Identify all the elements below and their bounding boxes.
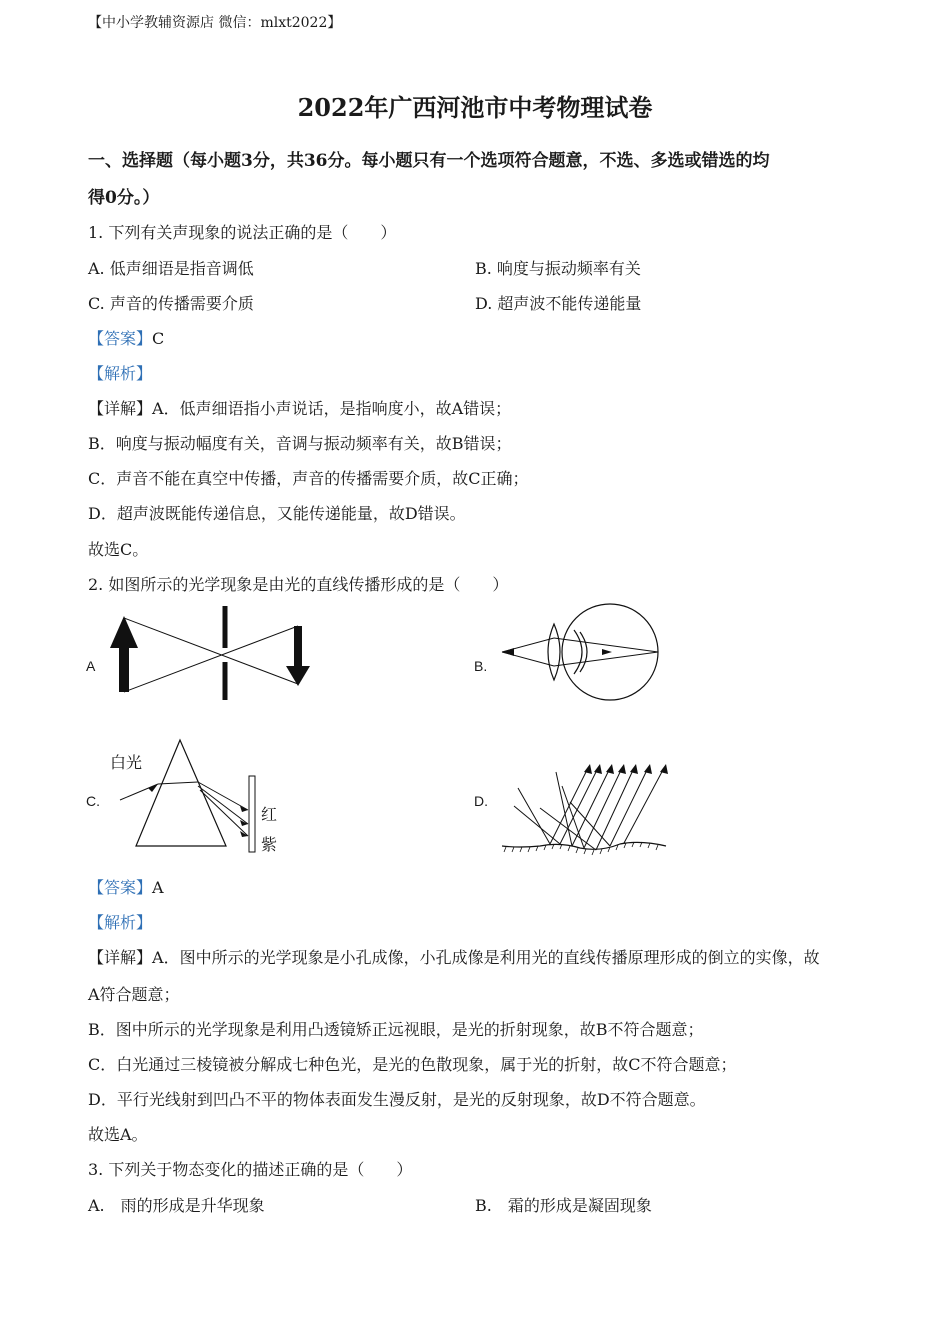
section-heading-line-2: 得0分。） [88,188,160,208]
answer-tag: 【答案】 [88,878,153,897]
diffuse-reflection-figure [500,762,670,854]
prism-figure [118,736,263,856]
q3-stem: 3. 下列关于物态变化的描述正确的是（ ） [88,1160,413,1179]
q1-stem: 1. 下列有关声现象的说法正确的是（ ） [88,223,397,242]
q2-detail-4: C．白光通过三棱镜被分解成七种色光，是光的色散现象，属于光的折射，故C不符合题意； [88,1055,737,1074]
detail-text: A．低声细语指小声说话，是指响度小，故A错误； [152,399,512,418]
q1-detail-1 [88,396,511,419]
answer-tag: 【答案】 [88,329,153,348]
page-title: 2022年广西河池市中考物理试卷 [297,93,653,122]
q2-detail-1 [88,945,820,968]
section-heading-line-1: 一、选择题（每小题3分，共36分。每小题只有一个选项符合题意，不选、多选或错选的均 [88,151,770,171]
page-header: 【中小学教辅资源店 微信：mlxt2022】 [88,15,342,31]
white-light-label: 白光 [110,753,143,772]
fig-d-label: D. [474,793,488,809]
answer-value: C [152,329,165,348]
q2-conclusion: 故选A。 [88,1125,148,1144]
fig-a-label: A [86,658,96,674]
red-label: 红 [261,805,278,824]
q2-detail-3: B．图中所示的光学现象是利用凸透镜矫正远视眼，是光的折射现象，故B不符合题意； [88,1020,704,1039]
q1-option-c: C. 声音的传播需要介质 [88,294,254,313]
q1-answer [88,326,164,349]
purple-label: 紫 [261,835,278,854]
detail-tag: 【详解】 [88,948,153,967]
q3-option-b: B. 霜的形成是凝固现象 [475,1196,652,1215]
q1-analysis-tag: 【解析】 [88,364,153,383]
q1-detail-3: C．声音不能在真空中传播，声音的传播需要介质，故C正确； [88,469,529,488]
q1-detail-4: D．超声波既能传递信息，又能传递能量，故D错误。 [88,504,466,523]
q2-answer [88,875,164,898]
eye-lens-figure [500,602,665,704]
q3-option-a: A. 雨的形成是升华现象 [88,1196,265,1215]
q1-detail-2: B．响度与振动幅度有关，音调与振动频率有关，故B错误； [88,434,512,453]
detail-text: A．图中所示的光学现象是小孔成像，小孔成像是利用光的直线传播原理形成的倒立的实像，故 [152,948,820,967]
q1-conclusion: 故选C。 [88,540,149,559]
q2-detail-2: A符合题意； [88,985,180,1004]
answer-value: A [152,878,164,897]
q1-option-b: B. 响度与振动频率有关 [475,259,641,278]
fig-c-label: C. [86,793,100,809]
fig-b-label: B. [474,658,488,674]
q2-detail-5: D．平行光线射到凹凸不平的物体表面发生漫反射，是光的反射现象，故D不符合题意。 [88,1090,706,1109]
detail-tag: 【详解】 [88,399,153,418]
q2-stem: 2. 如图所示的光学现象是由光的直线传播形成的是（ ） [88,575,509,594]
pinhole-figure [108,604,318,704]
q1-option-d: D. 超声波不能传递能量 [475,294,642,313]
q2-analysis-tag: 【解析】 [88,913,153,932]
q1-option-a: A. 低声细语是指音调低 [88,259,254,278]
